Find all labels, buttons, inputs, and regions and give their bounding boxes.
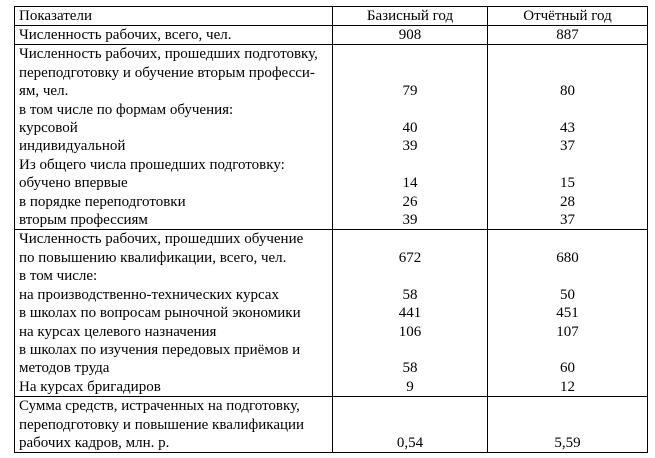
table-row bbox=[15, 378, 648, 397]
report-year-value: 680 bbox=[488, 230, 648, 267]
table-row bbox=[15, 286, 648, 304]
training-statistics-table-container bbox=[14, 6, 647, 453]
base-year-value: 0,54 bbox=[333, 397, 488, 453]
indicator-cell bbox=[15, 174, 333, 192]
indicator-label-line: курсовой bbox=[19, 120, 78, 137]
table-row bbox=[15, 156, 648, 174]
base-year-value bbox=[333, 156, 488, 174]
indicator-cell bbox=[15, 119, 333, 137]
table-row bbox=[15, 193, 648, 211]
indicator-cell bbox=[15, 156, 333, 174]
indicator-label-line: в школах по вопросам рыночной экономики bbox=[19, 305, 301, 322]
report-year-value: 43 bbox=[488, 119, 648, 137]
indicator-cell bbox=[15, 323, 333, 341]
indicator-cell bbox=[15, 397, 333, 453]
indicator-cell bbox=[15, 211, 333, 230]
base-year-value: 39 bbox=[333, 137, 488, 155]
table-row bbox=[15, 101, 648, 119]
report-year-value: 12 bbox=[488, 378, 648, 397]
table-row bbox=[15, 211, 648, 230]
report-year-value: 50 bbox=[488, 286, 648, 304]
indicator-label-line: Численность рабочих, всего, чел. bbox=[19, 27, 232, 43]
report-year-value: 60 bbox=[488, 341, 648, 378]
indicator-cell bbox=[15, 286, 333, 304]
base-year-value: 79 bbox=[333, 45, 488, 101]
indicator-label-line: переподготовку и повышение квалификации bbox=[19, 416, 305, 433]
report-year-value: 5,59 bbox=[488, 397, 648, 453]
indicator-label-line: методов труда bbox=[19, 360, 110, 377]
indicator-label-line: вторым профессиям bbox=[19, 212, 148, 229]
indicator-label-line: в том числе: bbox=[19, 268, 98, 285]
base-year-value: 14 bbox=[333, 174, 488, 192]
table-header bbox=[15, 7, 648, 26]
base-year-value bbox=[333, 267, 488, 285]
report-year-value: 28 bbox=[488, 193, 648, 211]
indicator-cell bbox=[15, 267, 333, 285]
indicator-label-line: на курсах целевого назначения bbox=[19, 323, 217, 340]
base-year-value: 908 bbox=[333, 26, 488, 45]
indicator-label-line: в порядке переподготовки bbox=[19, 193, 186, 210]
table-row bbox=[15, 45, 648, 101]
base-year-value: 441 bbox=[333, 304, 488, 322]
table-row bbox=[15, 323, 648, 341]
table-row bbox=[15, 26, 648, 45]
base-year-value: 9 bbox=[333, 378, 488, 397]
report-year-value: 15 bbox=[488, 174, 648, 192]
indicator-cell bbox=[15, 378, 333, 397]
header-indicators: Показатели bbox=[15, 7, 333, 26]
header-report-year: Отчётный год bbox=[488, 7, 648, 26]
report-year-value: 887 bbox=[488, 26, 648, 45]
table-section bbox=[15, 230, 648, 397]
report-year-value: 37 bbox=[488, 211, 648, 230]
indicator-label-line: по повышению квалификации, всего, чел. bbox=[19, 249, 287, 266]
base-year-value: 58 bbox=[333, 286, 488, 304]
indicator-cell bbox=[15, 101, 333, 119]
indicator-cell bbox=[15, 193, 333, 211]
header-row bbox=[15, 7, 648, 26]
table-row bbox=[15, 230, 648, 267]
report-year-value: 451 bbox=[488, 304, 648, 322]
table-row bbox=[15, 137, 648, 155]
table-row bbox=[15, 174, 648, 192]
indicator-label-line: в том числе по формам обучения: bbox=[19, 101, 234, 118]
report-year-value: 80 bbox=[488, 45, 648, 101]
indicator-label-line: индивидуальной bbox=[19, 138, 126, 155]
indicator-label-line: в школах по изучения передовых приёмов и bbox=[19, 341, 301, 358]
base-year-value: 58 bbox=[333, 341, 488, 378]
indicator-label-line: Сумма средств, истраченных на подготовку, bbox=[19, 398, 300, 415]
table-section bbox=[15, 45, 648, 230]
base-year-value: 39 bbox=[333, 211, 488, 230]
indicator-label-line: На курсах бригадиров bbox=[19, 378, 161, 395]
header-base-year: Базисный год bbox=[333, 7, 488, 26]
base-year-value: 26 bbox=[333, 193, 488, 211]
indicator-label-line: рабочих кадров, млн. р. bbox=[19, 434, 170, 451]
table-section bbox=[15, 397, 648, 453]
report-year-value bbox=[488, 156, 648, 174]
table-section bbox=[15, 26, 648, 45]
indicator-cell bbox=[15, 26, 333, 45]
indicator-label-line: Численность рабочих, прошедших подготовку, bbox=[19, 46, 318, 63]
indicator-label-line: Из общего числа прошедших подготовку: bbox=[19, 156, 285, 173]
base-year-value bbox=[333, 101, 488, 119]
base-year-value: 40 bbox=[333, 119, 488, 137]
base-year-value: 106 bbox=[333, 323, 488, 341]
indicator-cell bbox=[15, 45, 333, 101]
training-statistics-table bbox=[14, 6, 648, 453]
report-year-value: 37 bbox=[488, 137, 648, 155]
report-year-value bbox=[488, 101, 648, 119]
table-row bbox=[15, 397, 648, 453]
table-row bbox=[15, 304, 648, 322]
table-row bbox=[15, 267, 648, 285]
indicator-cell bbox=[15, 341, 333, 378]
indicator-cell bbox=[15, 304, 333, 322]
indicator-cell bbox=[15, 230, 333, 267]
indicator-cell bbox=[15, 137, 333, 155]
report-year-value: 107 bbox=[488, 323, 648, 341]
report-year-value bbox=[488, 267, 648, 285]
indicator-label-line: переподготовку и обучение вторым професси- bbox=[19, 64, 315, 81]
indicator-label-line: Численность рабочих, прошедших обучение bbox=[19, 231, 304, 248]
table-row bbox=[15, 119, 648, 137]
table-row bbox=[15, 341, 648, 378]
indicator-label-line: на производственно-технических курсах bbox=[19, 286, 279, 303]
indicator-label-line: обучено впервые bbox=[19, 175, 128, 192]
base-year-value: 672 bbox=[333, 230, 488, 267]
indicator-label-line: ям, чел. bbox=[19, 83, 69, 100]
